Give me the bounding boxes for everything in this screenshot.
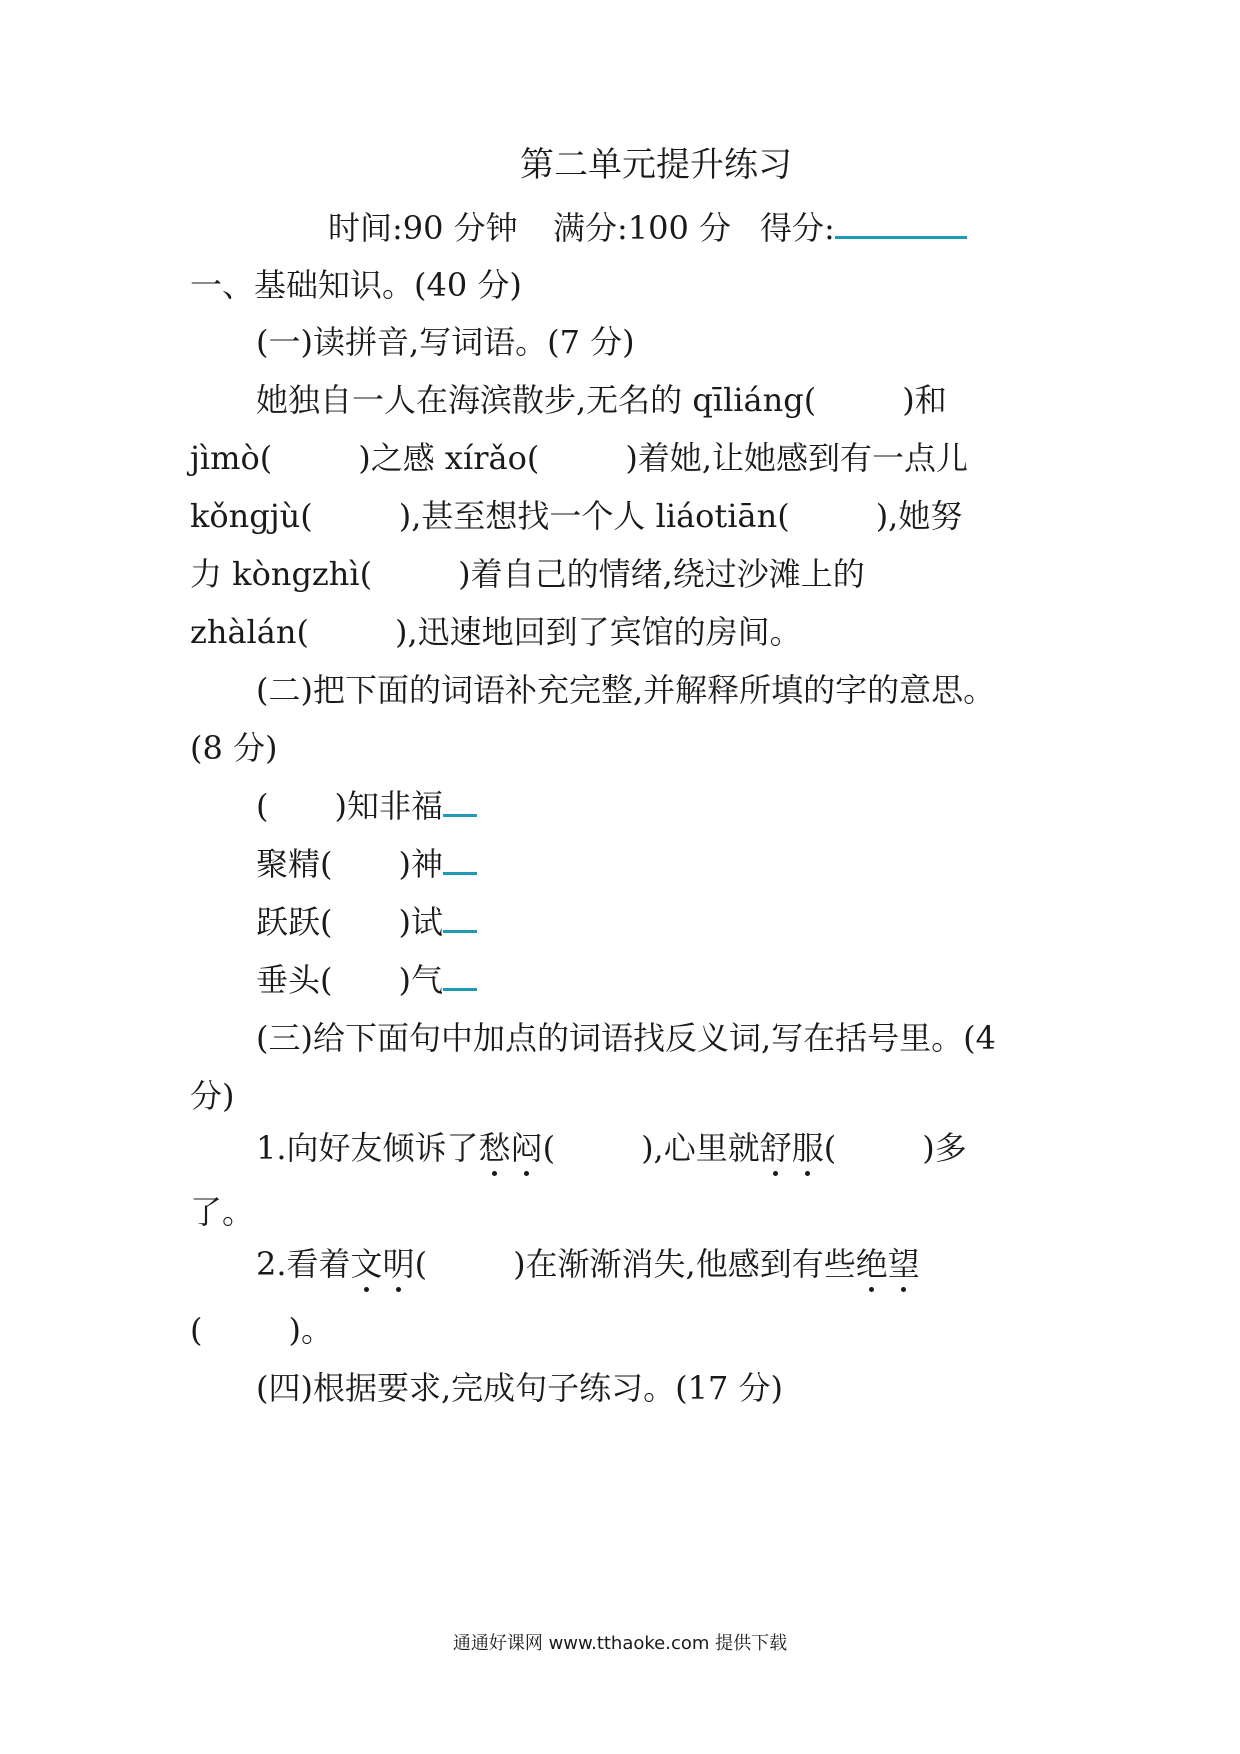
idiom-item (256, 960, 477, 1000)
emphasized-char: 望 (887, 1245, 920, 1283)
emphasized-char: 闷 (510, 1129, 543, 1167)
part-1-heading: (一)读拼音,写词语。(7 分) (256, 323, 635, 361)
text-segment: 力 kòngzhì( (190, 555, 373, 593)
text-segment: 聚精( (256, 845, 333, 883)
text-segment: ),她努 (875, 497, 963, 535)
emphasized-char: 文 (350, 1245, 383, 1283)
time-label: 时间:90 分钟 (328, 209, 518, 247)
text-segment: jìmò( (190, 439, 273, 477)
emphasized-char: 舒 (759, 1129, 792, 1167)
section-1-heading: 一、基础知识。(40 分) (190, 266, 522, 304)
question-2 (256, 1244, 920, 1284)
meaning-blank[interactable] (443, 960, 477, 991)
text-segment: )气 (398, 961, 443, 999)
text-segment: ( (542, 1129, 556, 1167)
text-segment: )多 (922, 1129, 967, 1167)
part-2-heading: (二)把下面的词语补充完整,并解释所填的字的意思。 (256, 671, 996, 709)
text-segment: )知非福 (334, 787, 443, 825)
text-segment: 跃跃( (256, 903, 333, 941)
text-segment: ( (414, 1245, 428, 1283)
meaning-blank[interactable] (443, 844, 477, 875)
text-segment: ( (190, 1311, 203, 1349)
full-score-label: 满分:100 分 (553, 209, 732, 247)
text-segment: zhàlán( (190, 613, 309, 651)
emphasized-char: 绝 (855, 1245, 888, 1283)
score-label (760, 208, 967, 248)
text-segment: ( (256, 787, 269, 825)
text-segment: )之感 xírǎo( (358, 439, 540, 477)
part-1-line-3 (190, 496, 962, 536)
meaning-blank[interactable] (443, 902, 477, 933)
text-segment: 1.向好友倾诉了 (256, 1129, 479, 1167)
text-segment: 2.看着 (256, 1245, 351, 1283)
text-segment: )。 (288, 1311, 333, 1349)
part-1-line-4 (190, 554, 865, 594)
question-2-cont (190, 1310, 333, 1350)
part-3-heading-cont: 分) (190, 1077, 235, 1115)
idiom-item (256, 844, 477, 884)
idiom-item (256, 786, 477, 826)
part-3-heading: (三)给下面句中加点的词语找反义词,写在括号里。(4 (256, 1019, 996, 1057)
idiom-item (256, 902, 477, 942)
text-segment: 垂头( (256, 961, 333, 999)
text-segment: ),甚至想找一个人 liáotiān( (398, 497, 790, 535)
text-segment: kǒngjù( (190, 497, 313, 535)
text-segment: 她独自一人在海滨散步,无名的 qīliáng( (256, 381, 817, 419)
emphasized-char: 愁 (478, 1129, 511, 1167)
text-segment: )着自己的情绪,绕过沙滩上的 (458, 555, 865, 593)
text-segment: )神 (398, 845, 443, 883)
footer-text: 通通好课网 www.tthaoke.com 提供下载 (452, 1633, 788, 1654)
text-segment: ),心里就 (641, 1129, 760, 1167)
page-title: 第二单元提升练习 (520, 145, 792, 185)
question-1-cont: 了。 (190, 1193, 255, 1231)
emphasized-char: 明 (382, 1245, 415, 1283)
emphasized-char: 服 (791, 1129, 824, 1167)
part-1-line-1 (256, 380, 947, 420)
part-4-heading: (四)根据要求,完成句子练习。(17 分) (256, 1369, 784, 1407)
text-segment: ( (823, 1129, 837, 1167)
text-segment: )和 (902, 381, 947, 419)
text-segment: )着她,让她感到有一点儿 (625, 439, 968, 477)
score-blank[interactable] (835, 208, 967, 239)
text-segment: ),迅速地回到了宾馆的房间。 (394, 613, 802, 651)
score-label-text: 得分: (760, 209, 835, 247)
part-1-line-5 (190, 612, 802, 652)
text-segment: )试 (398, 903, 443, 941)
part-1-line-2 (190, 438, 968, 478)
question-1 (256, 1128, 967, 1168)
part-2-heading-cont: (8 分) (190, 729, 278, 767)
text-segment: )在渐渐消失,他感到有些 (513, 1245, 856, 1283)
meaning-blank[interactable] (443, 786, 477, 817)
